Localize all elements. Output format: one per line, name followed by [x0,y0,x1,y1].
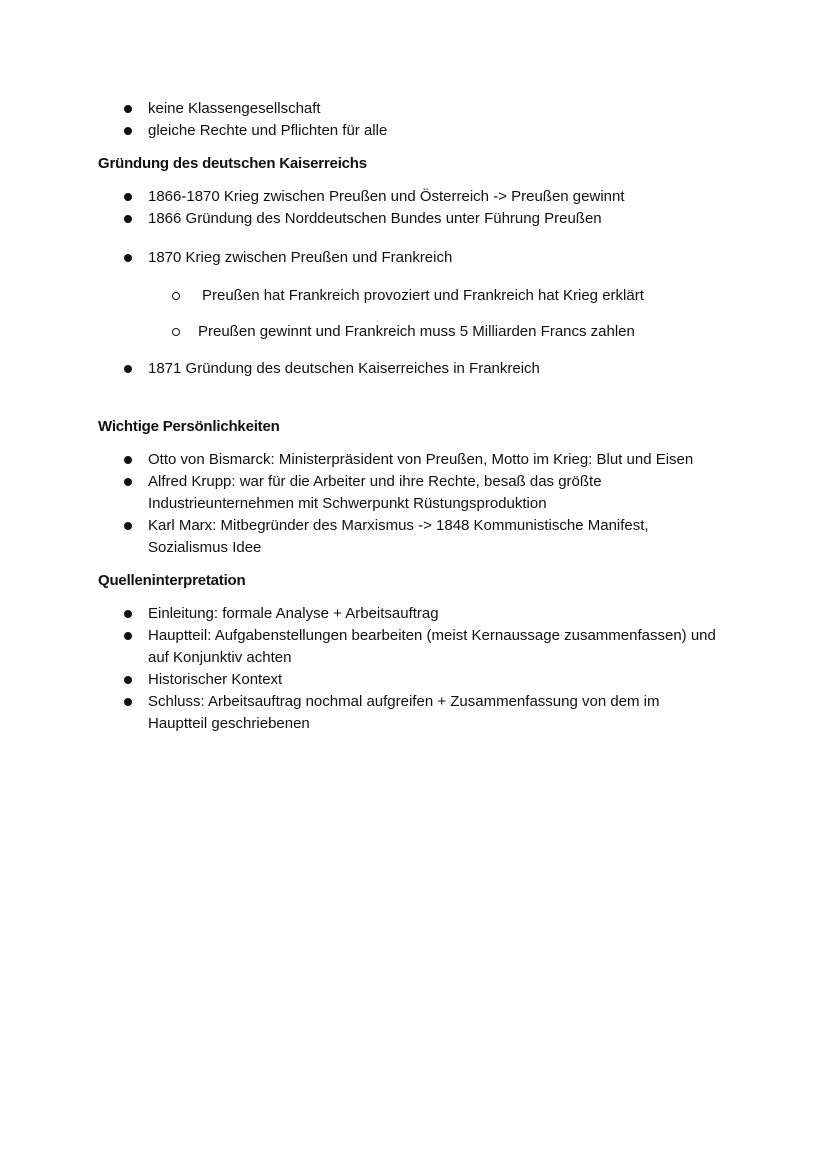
section-heading: Wichtige Persönlichkeiten [98,418,280,435]
bullet-icon [124,632,132,640]
bullet-icon [124,522,132,530]
bullet-icon [124,676,132,684]
bullet-icon [124,478,132,486]
bullet-icon [124,365,132,373]
section-heading: Gründung des deutschen Kaiserreichs [98,155,367,172]
bullet-icon [124,610,132,618]
document-page: keine Klassengesellschaft gleiche Rechte und Pflichten für alle Gründung des deutschen Kaiserreichs 1866-1870 Krieg zwischen Preußen und Österreich -> Preußen gewinnt 1866 Gründung des Norddeutschen Bundes unter Führung Preußen 1870 Krieg zwischen Preußen und Frankreich Preußen hat Frankreich provoziert und Frankreich hat Krieg erklärt Preußen gewinnt und Frankreich muss 5 Milliarden Francs zahlen 1871 Gründung des deutschen Kaiserreiches in Frankreich Wichtige Persönlichkeiten Otto von Bismarck: Ministerpräsident von Preußen, Motto im Krieg: Blut und Eisen Alfred Krupp: war für die Arbeiter und ihre Rechte, besaß das größte Industrieunternehmen mit Schwerpunkt Rüstungsproduktion Karl Marx: Mitbegründer des Marxismus -> 1848 Kommunistische Manifest, Sozialismus Idee Quelleninterpretation Einleitung: formale Analyse + Arbeitsauftrag Hauptteil: Aufgabenstellungen bearbeiten (meist Kernaussage zusammenfassen) und auf Konjunktiv achten Historischer Kontext Schluss: Arbeitsauftrag nochmal aufgreifen + Zusammenfassung von dem im Hauptteil geschriebenen [98,100,716,732]
bullet-icon [124,215,132,223]
bullet-icon [124,456,132,464]
bullet-icon [124,105,132,113]
hollow-bullet-icon [172,328,180,336]
section-heading: Quelleninterpretation [98,572,246,589]
bullet-icon [124,254,132,262]
bullet-icon [124,698,132,706]
hollow-bullet-icon [172,292,180,300]
bullet-icon [124,127,132,135]
bullet-icon [124,193,132,201]
